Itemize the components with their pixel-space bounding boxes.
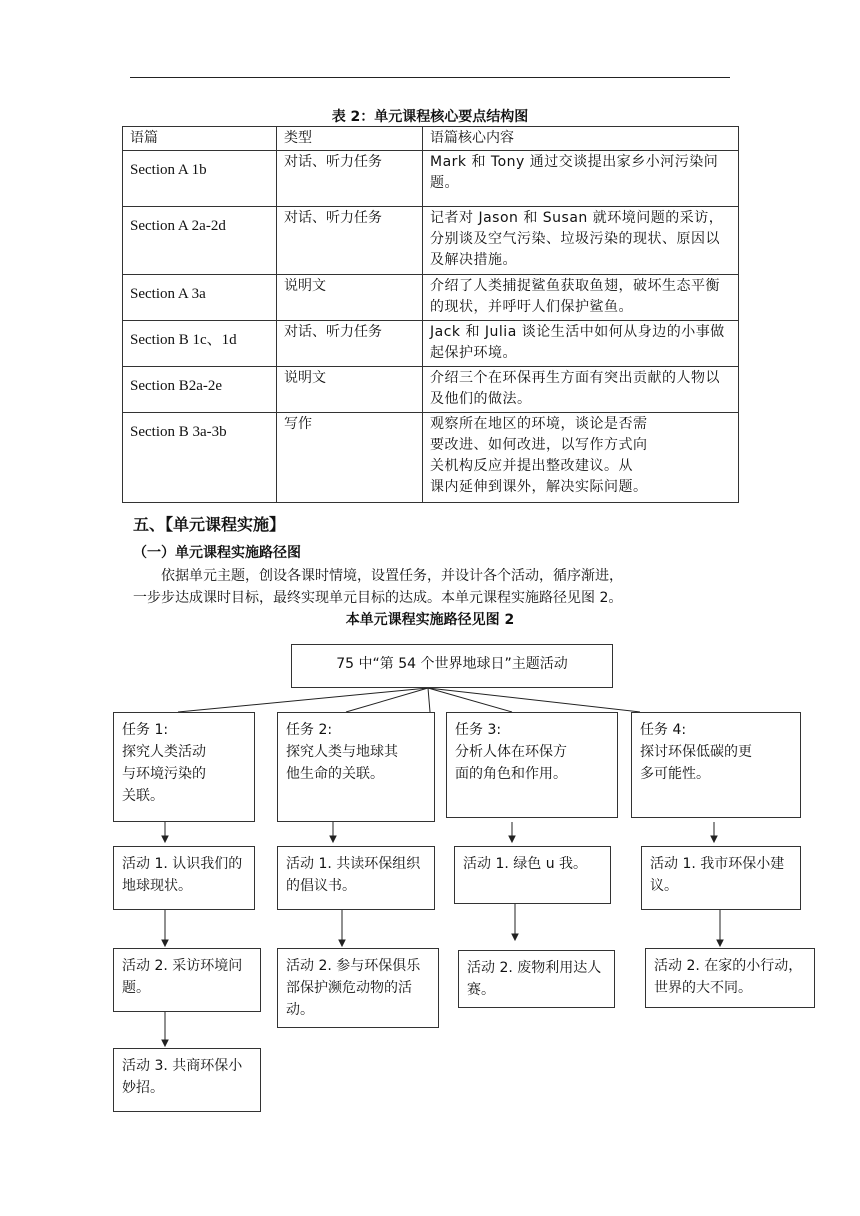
section-cell: Section A 3a xyxy=(130,286,206,302)
task-line: 探讨环保低碳的更 xyxy=(640,744,752,760)
activity-box: 活动 3. 共商环保小妙招。 xyxy=(113,1048,261,1112)
table-caption: 表 2：单元课程核心要点结构图 xyxy=(331,109,529,125)
task-title: 任务 4: xyxy=(640,722,687,738)
content-line: 课内延伸到课外，解决实际问题。 xyxy=(430,479,648,495)
type-cell: 说明文 xyxy=(277,367,423,413)
section-cell: Section A 2a-2d xyxy=(130,218,226,234)
content-cell: 记者对 Jason 和 Susan 就环境问题的采访，分别谈及空气污染、垃圾污染的现状、原因以及解决措施。 xyxy=(423,207,739,275)
section-cell: Section B 3a-3b xyxy=(130,424,227,440)
header-cell: 语篇 xyxy=(123,127,277,151)
type-cell: 说明文 xyxy=(277,275,423,321)
task-line: 探究人类与地球其 xyxy=(286,744,398,760)
figure-caption: 本单元课程实施路径见图 2 xyxy=(345,612,515,628)
section-cell: Section A 1b xyxy=(130,162,207,178)
type-cell: 对话、听力任务 xyxy=(277,207,423,275)
header-cell: 类型 xyxy=(277,127,423,151)
task-box-4 xyxy=(631,712,801,818)
root-theme-box: 75 中“第 54 个世界地球日”主题活动 xyxy=(291,644,613,688)
type-cell: 对话、听力任务 xyxy=(277,321,423,367)
activity-box: 活动 2. 在家的小行动，世界的大不同。 xyxy=(645,948,815,1008)
content-cell: Mark 和 Tony 通过交谈提出家乡小河污染问题。 xyxy=(423,151,739,207)
task-title: 任务 2: xyxy=(286,722,333,738)
task-box-2 xyxy=(277,712,435,822)
section-heading: 五、【单元课程实施】 xyxy=(133,515,286,534)
activity-box: 活动 1. 我市环保小建议。 xyxy=(641,846,801,910)
task-line: 关联。 xyxy=(122,788,164,804)
activity-box: 活动 1. 认识我们的地球现状。 xyxy=(113,846,255,910)
task-title: 任务 1: xyxy=(122,722,169,738)
sub-heading: （一）单元课程实施路径图 xyxy=(133,545,301,561)
task-line: 面的角色和作用。 xyxy=(455,766,567,782)
activity-box: 活动 2. 参与环保俱乐部保护濒危动物的活动。 xyxy=(277,948,439,1028)
task-line: 分析人体在环保方 xyxy=(455,744,567,760)
intro-paragraph-line-2: 一步步达成课时目标，最终实现单元目标的达成。本单元课程实施路径见图 2。 xyxy=(133,590,623,606)
content-line: 观察所在地区的环境，谈论是否需 xyxy=(430,416,648,432)
header-cell: 语篇核心内容 xyxy=(423,127,739,151)
type-cell: 写作 xyxy=(277,413,423,503)
intro-paragraph-line-1: 依据单元主题，创设各课时情境，设置任务，并设计各个活动，循序渐进， xyxy=(161,568,623,584)
activity-box: 活动 1. 共读环保组织的倡议书。 xyxy=(277,846,435,910)
content-cell: Jack 和 Julia 谈论生活中如何从身边的小事做起保护环境。 xyxy=(423,321,739,367)
task-title: 任务 3: xyxy=(455,722,502,738)
activity-box: 活动 1. 绿色 u 我。 xyxy=(454,846,611,904)
content-line: 关机构反应并提出整改建议。从 xyxy=(430,458,633,474)
content-cell: 介绍了人类捕捉鲨鱼获取鱼翅，破坏生态平衡的现状，并呼吁人们保护鲨鱼。 xyxy=(423,275,739,321)
content-line: 要改进、如何改进，以写作方式向 xyxy=(430,437,648,453)
task-line: 探究人类活动 xyxy=(122,744,206,760)
task-line: 多可能性。 xyxy=(640,766,710,782)
type-cell: 对话、听力任务 xyxy=(277,151,423,207)
task-box-3 xyxy=(446,712,618,818)
task-line: 与环境污染的 xyxy=(122,766,206,782)
content-cell: 介绍三个在环保再生方面有突出贡献的人物以及他们的做法。 xyxy=(423,367,739,413)
activity-box: 活动 2. 废物利用达人赛。 xyxy=(458,950,615,1008)
task-line: 他生命的关联。 xyxy=(286,766,384,782)
section-cell: Section B2a-2e xyxy=(130,378,223,394)
activity-box: 活动 2. 采访环境问题。 xyxy=(113,948,261,1012)
section-cell: Section B 1c、1d xyxy=(130,332,237,348)
task-box-1 xyxy=(113,712,255,822)
